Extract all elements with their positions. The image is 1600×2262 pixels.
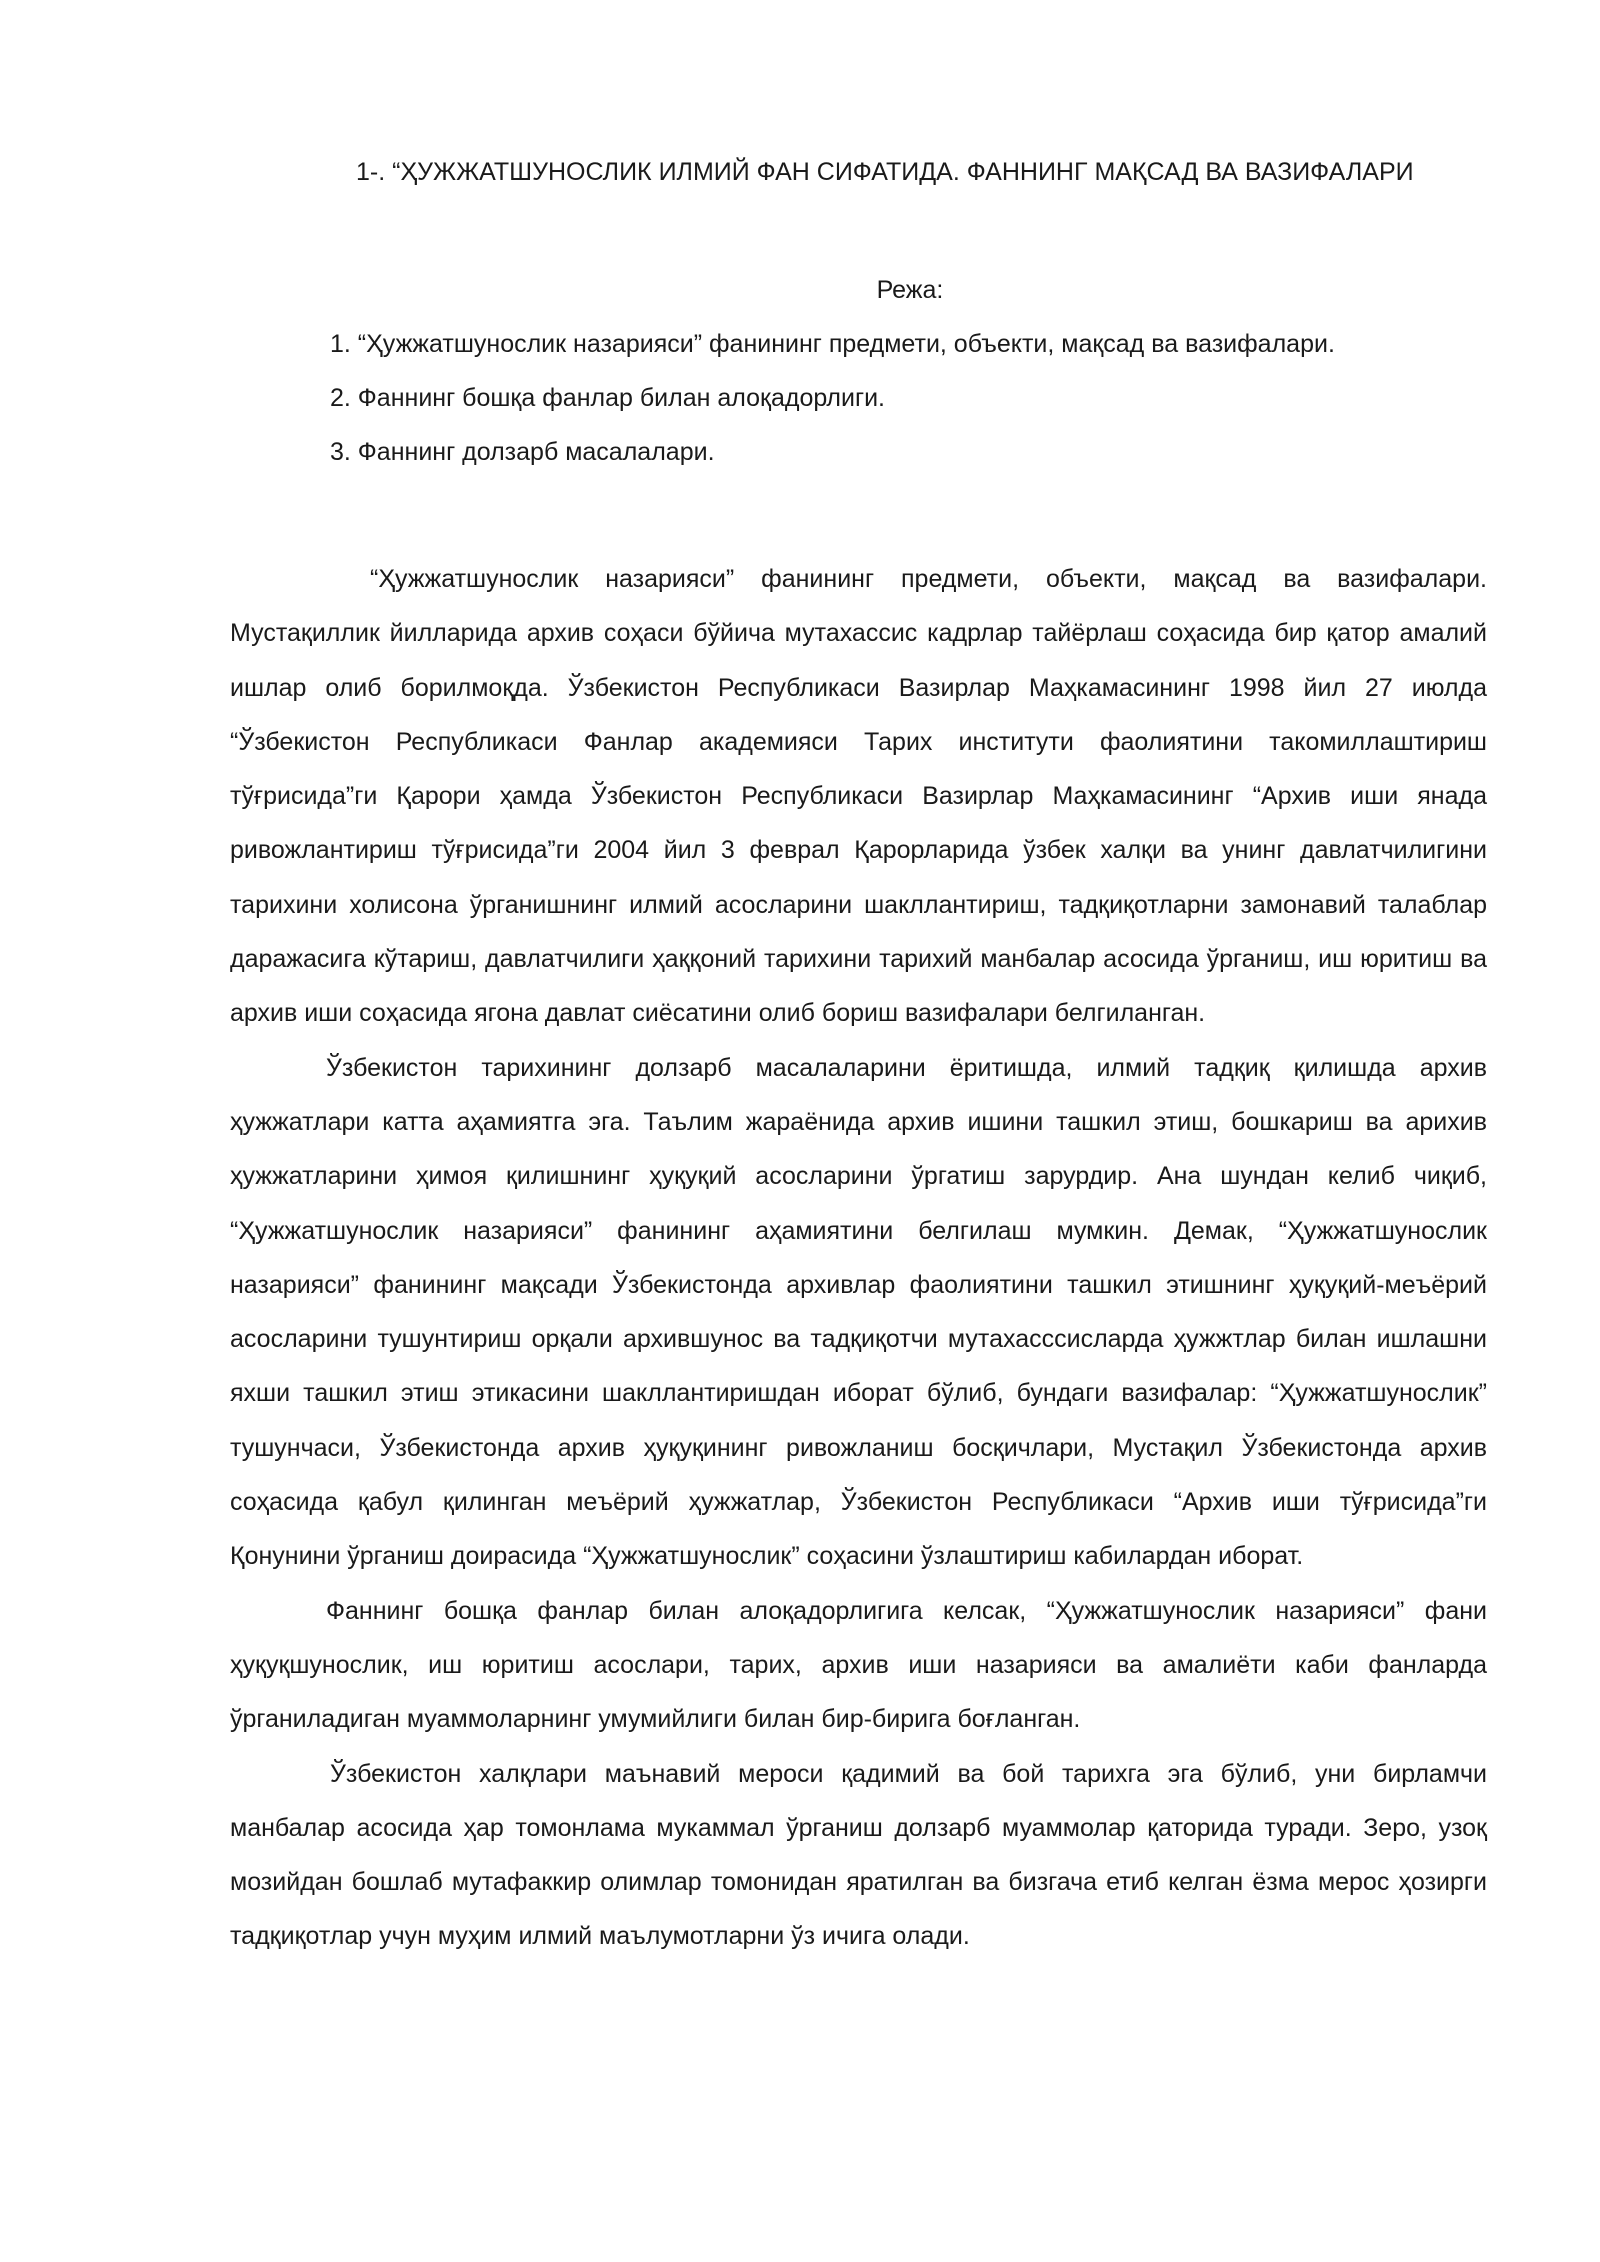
- paragraph: Ўзбекистон халқлари маънавий мероси қадимий ва бой тарихга эга бўлиб, уни бирламчи манбалар асосида ҳар томонлама мукаммал ўрганиш долзарб муаммолар қаторида туради. Зеро, узоқ мозийдан бошлаб мутафаккир олимлар томонидан яратилган ва бизгача етиб келган ёзма мерос ҳозирги тадқиқотлар учун муҳим илмий маълумотларни ўз ичига олади.: [230, 1759, 1487, 1951]
- plan-heading: Режа:: [876, 276, 944, 304]
- plan-list: [330, 326, 1335, 488]
- body-text: [230, 552, 1487, 1964]
- plan-item: 1. “Ҳужжатшунослик назарияси” фанининг предмети, объекти, мақсад ва вазифалари.: [330, 330, 1335, 358]
- plan-item: 3. Фаннинг долзарб масалалари.: [330, 438, 715, 466]
- paragraph: Фаннинг бошқа фанлар билан алоқадорлигига келсак, “Ҳужжатшунослик назарияси” фани ҳуқуқшунослик, иш юритиш асослари, тарих, архив иши назарияси ва амалиёти каби фанларда ўрганиладиган муаммоларнинг умумийлиги билан бир-бирига боғланган.: [230, 1596, 1487, 1734]
- paragraph: “Ҳужжатшунослик назарияси” фанининг предмети, объекти, мақсад ва вазифалари. Мустақиллик йилларида архив соҳаси бўйича мутахассис кадрлар тайёрлаш соҳасида бир қатор амалий ишлар олиб борилмоқда. Ўзбекистон Республикаси Вазирлар Маҳкамасининг 1998 йил 27 июлда “Ўзбекистон Республикаси Фанлар академияси Тарих институти фаолиятини такомиллаштириш тўғрисида”ги Қарори ҳамда Ўзбекистон Республикаси Вазирлар Маҳкамасининг “Архив иши янада ривожлантириш тўғрисида”ги 2004 йил 3 феврал Қарорларида ўзбек халқи ва унинг давлатчилигини тарихини холисона ўрганишнинг илмий асосларини шакллантириш, тадқиқотларни замонавий талаблар даражасига кўтариш, давлатчилиги ҳаққоний тарихини тарихий манбалар асосида ўрганиш, иш юритиш ва архив иши соҳасида ягона давлат сиёсатини олиб бориш вазифалари белгиланган.: [230, 565, 1487, 1028]
- plan-item: 2. Фаннинг бошқа фанлар билан алоқадорлиги.: [330, 384, 886, 412]
- paragraph: Ўзбекистон тарихининг долзарб масалаларини ёритишда, илмий тадқиқ қилишда архив ҳужжатлари катта аҳамиятга эга. Таълим жараёнида архив ишини ташкил этиш, бошкариш ва арихив ҳужжатларини ҳимоя қилишнинг ҳуқуқий асосларини ўргатиш зарурдир. Ана шундан келиб чиқиб, “Ҳужжатшунослик назарияси” фанининг аҳамиятини белгилаш мумкин. Демак, “Ҳужжатшунослик назарияси” фанининг мақсади Ўзбекистонда архивлар фаолиятини ташкил этишнинг ҳуқуқий-меъёрий асосларини тушунтириш орқали архившунос ва тадқиқотчи мутахасссисларда ҳужжтлар билан ишлашни яхши ташкил этиш этикасини шакллантиришдан иборат бўлиб, бундаги вазифалар: “Ҳужжатшунослик” тушунчаси, Ўзбекистонда архив ҳуқуқининг ривожланиш босқичлари, Мустақил Ўзбекистонда архив соҳасида қабул қилинган меъёрий ҳужжатлар, Ўзбекистон Республикаси “Архив иши тўғрисида”ги Қонунини ўрганиш доирасида “Ҳужжатшунослик” соҳасини ўзлаштириш кабилардан иборат.: [230, 1053, 1487, 1571]
- document-title: 1-. “ҲУЖЖАТШУНОСЛИК ИЛМИЙ ФАН СИФАТИДА. ФАННИНГ МАҚСАД ВА ВАЗИФАЛАРИ: [356, 158, 1414, 186]
